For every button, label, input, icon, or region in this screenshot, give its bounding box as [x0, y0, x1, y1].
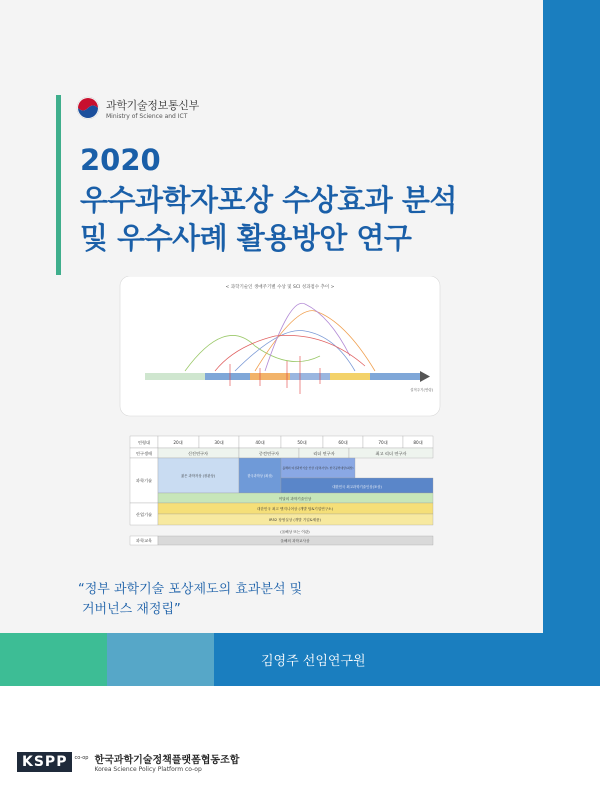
publisher-name-ko: 한국과학기술정책플랫폼협동조합 [94, 755, 240, 766]
stage-1: 신진연구자 [187, 451, 209, 456]
lifecycle-figure [115, 276, 445, 566]
stage-3: 리더 연구자 [313, 451, 335, 456]
education-cell: 올해의 과학교사상 [280, 539, 310, 543]
industry-cell-1: 대한민국 최고 엔지니어상 (개발 탑&기업연구소) [256, 507, 334, 511]
age-header-70: 70대 [378, 440, 388, 445]
kspp-logo: KSPP [17, 752, 72, 772]
age-header-40: 40대 [255, 440, 265, 445]
stage-4: 최고 리더 연구자 [375, 451, 407, 456]
subtitle-line-1: “정부 과학기술 포상제도의 효과분석 및 [78, 582, 303, 597]
kspp-coop-label: co-op [74, 755, 89, 761]
science-cell-2: 한국과학상 (최상) [247, 474, 273, 478]
ministry-emblem-icon [76, 96, 100, 120]
science-cell-1: 젊은 과학자상 (장관상) [180, 474, 216, 478]
publisher-block [17, 751, 239, 773]
age-header-20: 20대 [173, 440, 183, 445]
side-blue-bar [543, 0, 600, 686]
publisher-name-en: Korea Science Policy Platform co-op [94, 766, 202, 773]
title-line-1: 우수과학자포상 수상효과 분석 [80, 183, 457, 217]
title-line-2: 및 우수사례 활용방안 연구 [80, 221, 412, 255]
education-note: (올해상 또는 이관) [280, 530, 310, 534]
accent-vertical-line [56, 95, 61, 275]
age-header-80: 80대 [413, 440, 423, 445]
band-green [0, 633, 107, 686]
ministry-name-en: Ministry of Science and ICT [106, 112, 188, 120]
science-cell-5: 이달의 과학기술인상 [278, 497, 312, 501]
ministry-name-ko: 과학기술정보통신부 [106, 98, 199, 112]
stage-row-label: 연구생애 [135, 451, 153, 456]
stage-2: 중견연구자 [258, 451, 280, 456]
figure-top-caption: < 과학기술인 생애주기별 수상 및 SCI 성과점수 추이 > [225, 285, 335, 290]
industry-cell-2: IR52 장영실상 (개발 기업&제품) [269, 518, 321, 522]
age-header-row [158, 436, 433, 448]
band-teal [107, 633, 214, 686]
title-year: 2020 [80, 143, 161, 177]
industry-row-label: 산업기술 [135, 512, 153, 517]
science-cell-3: 올해의 여성과학기술 인상 (장려사상), 한국공학대상(최상) [282, 466, 354, 470]
footer [0, 686, 600, 800]
author-name: 김영주 선임연구원 [261, 654, 366, 669]
color-band [0, 633, 600, 686]
table-header-label: 연령대 [137, 440, 151, 445]
age-header-60: 60대 [338, 440, 348, 445]
education-row-label: 과학교육 [135, 538, 153, 543]
science-cell-4: 대한민국 최고과학기술인상(포상) [332, 485, 382, 489]
axis-unit-label: 설적주기(연령) [409, 388, 433, 392]
age-header-30: 30대 [214, 440, 224, 445]
subtitle [78, 580, 302, 620]
age-header-50: 50대 [297, 440, 307, 445]
ministry-header [76, 96, 199, 120]
subtitle-line-2: 거버넌스 재정립” [82, 602, 181, 617]
science-row-label: 과학기술 [135, 478, 153, 483]
